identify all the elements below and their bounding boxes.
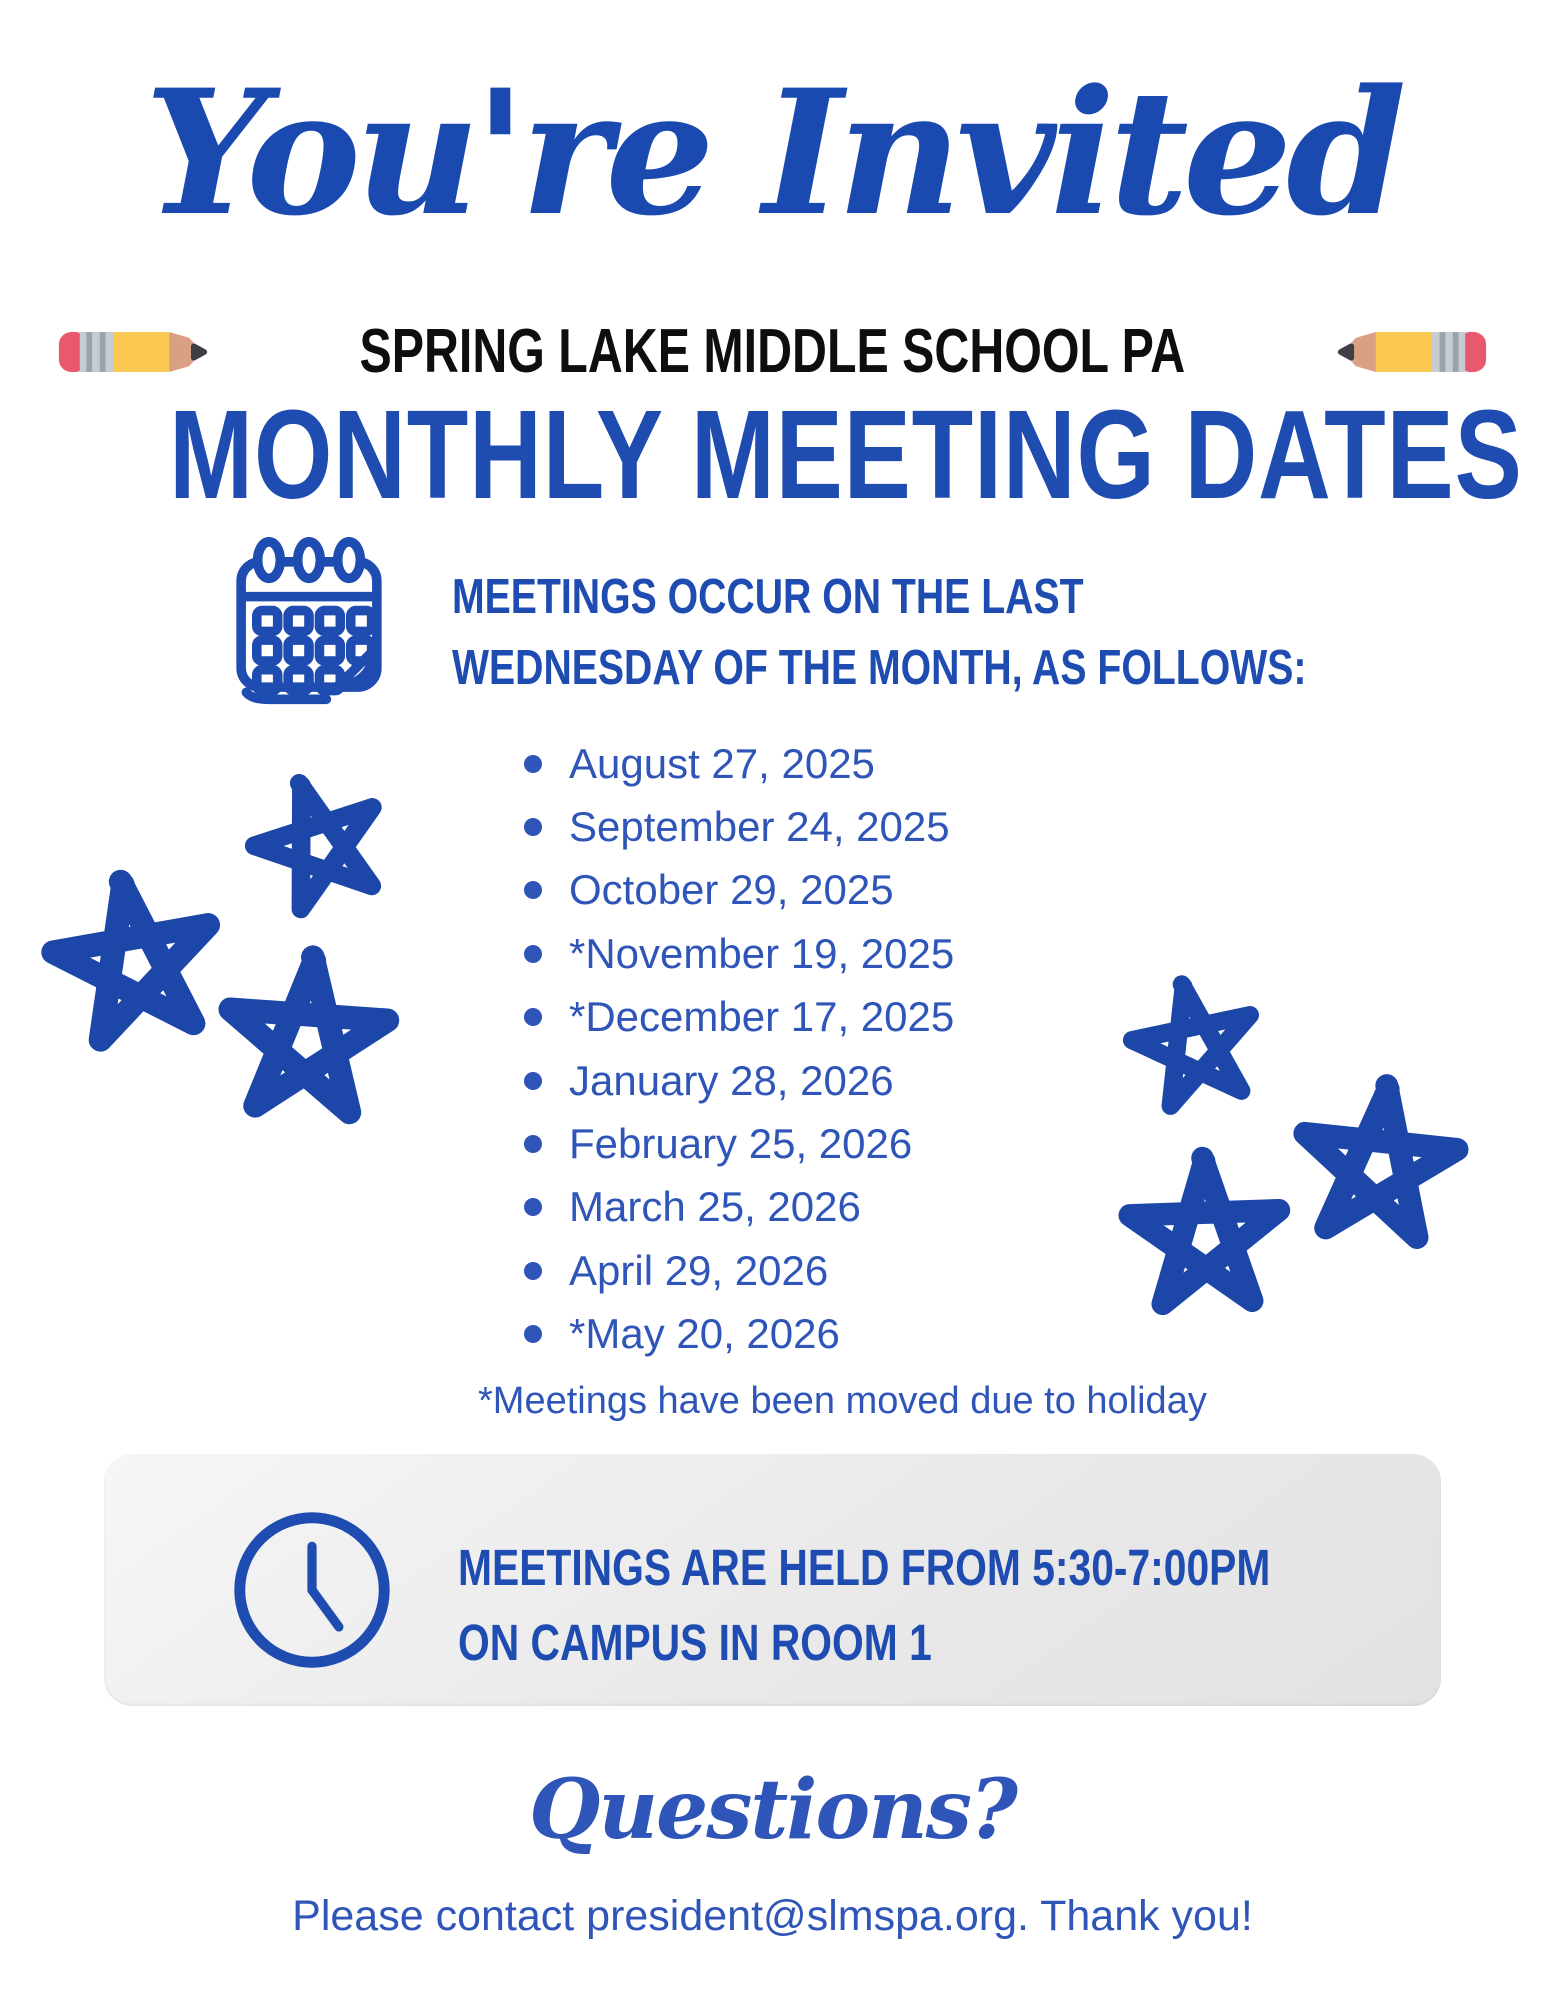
star-doodle-icon xyxy=(1280,1066,1479,1254)
meeting-dates-list xyxy=(524,732,954,1366)
pencil-icon xyxy=(57,327,209,377)
intro-line-1: MEETINGS OCCUR ON THE LAST xyxy=(452,570,1084,624)
calendar-icon xyxy=(222,533,396,709)
invitation-title: You're Invited xyxy=(144,51,1401,254)
date-text: *November 19, 2025 xyxy=(569,929,955,977)
date-item xyxy=(524,859,954,922)
pencil-icon xyxy=(1336,327,1488,377)
time-line-2: ON CAMPUS IN ROOM 1 xyxy=(458,1614,932,1671)
date-text: October 29, 2025 xyxy=(569,866,894,914)
star-doodle-icon xyxy=(1113,962,1276,1122)
date-text: September 24, 2025 xyxy=(569,803,950,851)
star-doodle-icon xyxy=(230,754,406,929)
date-text: March 25, 2026 xyxy=(569,1183,861,1231)
meeting-time-text xyxy=(458,1530,1473,1680)
main-heading: MONTHLY MEETING DATES xyxy=(169,384,1523,525)
date-item xyxy=(524,1112,954,1175)
schedule-note: *Meetings have been moved due to holiday xyxy=(478,1380,1207,1422)
date-text: *May 20, 2026 xyxy=(569,1310,840,1358)
date-text: *December 17, 2025 xyxy=(569,993,955,1041)
date-text: February 25, 2026 xyxy=(569,1120,913,1168)
date-item xyxy=(524,986,954,1049)
star-doodle-icon xyxy=(214,932,402,1136)
star-doodle-icon xyxy=(24,855,243,1061)
date-item xyxy=(524,732,954,795)
date-item xyxy=(524,1049,954,1112)
bullet-dot xyxy=(524,1325,542,1343)
date-item xyxy=(524,1303,954,1366)
date-item xyxy=(524,795,954,858)
bullet-dot xyxy=(524,818,542,836)
date-item xyxy=(524,922,954,985)
meeting-schedule-intro xyxy=(452,562,1520,704)
bullet-dot xyxy=(524,1008,542,1026)
bullet-dot xyxy=(524,1072,542,1090)
date-text: January 28, 2026 xyxy=(569,1056,894,1104)
date-text: April 29, 2026 xyxy=(569,1246,829,1294)
school-name: SPRING LAKE MIDDLE SCHOOL PA xyxy=(359,317,1186,386)
clock-icon xyxy=(228,1506,396,1674)
date-text: August 27, 2025 xyxy=(569,739,875,787)
contact-line: Please contact president@slmspa.org. Thank you! xyxy=(292,1892,1253,1940)
school-name-row xyxy=(0,316,1545,387)
star-doodle-icon xyxy=(1119,1137,1291,1325)
bullet-dot xyxy=(524,1135,542,1153)
intro-line-2: WEDNESDAY OF THE MONTH, AS FOLLOWS: xyxy=(452,641,1307,695)
time-line-1: MEETINGS ARE HELD FROM 5:30-7:00PM xyxy=(458,1539,1271,1596)
bullet-dot xyxy=(524,1198,542,1216)
bullet-dot xyxy=(524,945,542,963)
questions-heading: Questions? xyxy=(529,1762,1016,1858)
bullet-dot xyxy=(524,881,542,899)
date-item xyxy=(524,1239,954,1302)
date-item xyxy=(524,1176,954,1239)
main-heading-wrap xyxy=(0,384,1545,525)
bullet-dot xyxy=(524,1262,542,1280)
bullet-dot xyxy=(524,755,542,773)
